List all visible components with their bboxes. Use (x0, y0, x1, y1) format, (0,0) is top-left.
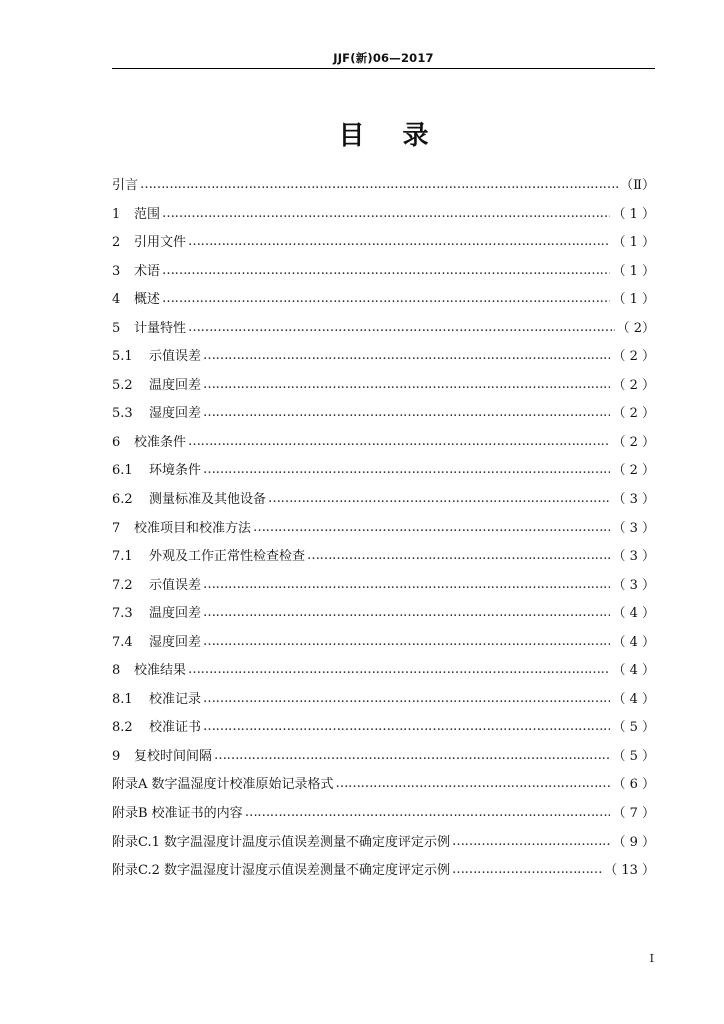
toc-entry-label: 示值误差 (149, 349, 202, 365)
toc-leader-dots (203, 634, 610, 649)
toc-entry-page: （ 1 ） (612, 263, 655, 279)
toc-entry-page: （ 2 ） (612, 377, 655, 393)
toc-leader-dots (162, 291, 610, 306)
toc-entry-number: 6.1 (112, 463, 133, 479)
toc-entry[interactable] (112, 174, 655, 203)
toc-leader-dots (203, 605, 610, 620)
toc-entry-page: （Ⅱ） (620, 178, 655, 193)
toc-entry-number: 1 (112, 206, 121, 222)
toc-leader-dots (203, 348, 610, 363)
toc-entry-page: （ 2 ） (612, 349, 655, 365)
toc-entry-label: 湿度回差 (149, 406, 202, 422)
toc-entry-page: （ 2） (616, 320, 655, 336)
toc-entry-number: 5.2 (112, 377, 133, 393)
toc-entry-page: （ 3 ） (612, 549, 655, 565)
toc-entry-page: （ 1 ） (612, 235, 655, 251)
toc-entry-page: （ 4 ） (612, 691, 655, 707)
toc-leader-dots (162, 206, 610, 221)
toc-entry-number: 6 (112, 434, 121, 450)
toc-entry-number: 5 (112, 320, 121, 336)
toc-entry-page: （ 4 ） (612, 663, 655, 679)
toc-entry-label: 测量标准及其他设备 (149, 492, 267, 508)
toc-entry-number: 7.1 (112, 549, 133, 565)
toc-entry[interactable] (112, 574, 655, 603)
toc-entry-number: 5.3 (112, 406, 133, 422)
toc-leader-dots (203, 405, 610, 420)
toc-entry[interactable] (112, 317, 655, 346)
toc-leader-dots (203, 691, 610, 706)
toc-leader-dots (203, 719, 610, 734)
toc-entry-page: （ 5 ） (612, 748, 655, 764)
toc-entry-number: 7 (112, 520, 121, 536)
toc-leader-dots (203, 462, 610, 477)
header-rule (112, 68, 655, 69)
table-of-contents (112, 174, 655, 888)
toc-entry-page: （ 2 ） (612, 406, 655, 422)
toc-entry[interactable] (112, 659, 655, 688)
toc-entry-page: （ 7 ） (612, 806, 655, 822)
toc-leader-dots (203, 577, 610, 592)
toc-entry-label: 引用文件 (134, 235, 187, 251)
toc-entry[interactable] (112, 631, 655, 660)
toc-entry[interactable] (112, 402, 655, 431)
toc-entry-label: 温度回差 (149, 377, 202, 393)
toc-entry-number: 6.2 (112, 492, 133, 508)
toc-entry-page: （ 4 ） (612, 606, 655, 622)
toc-entry[interactable] (112, 431, 655, 460)
toc-leader-dots (188, 662, 610, 677)
page-number: I (649, 952, 654, 965)
toc-entry-page: （ 1 ） (612, 292, 655, 308)
toc-entry-label: 校准项目和校准方法 (134, 520, 252, 536)
toc-entry-label: 校准结果 (134, 663, 187, 679)
toc-entry-number: 8 (112, 663, 121, 679)
toc-entry[interactable] (112, 345, 655, 374)
toc-entry-label: 示值误差 (149, 577, 202, 593)
toc-entry-number: 7.2 (112, 577, 133, 593)
toc-entry[interactable] (112, 288, 655, 317)
toc-entry-page: （ 9 ） (612, 834, 655, 850)
toc-entry-label: 环境条件 (149, 463, 202, 479)
toc-leader-dots (188, 234, 610, 249)
toc-entry[interactable] (112, 517, 655, 546)
toc-entry[interactable] (112, 459, 655, 488)
toc-entry-number: 3 (112, 263, 121, 279)
toc-entry-page: （ 1 ） (612, 206, 655, 222)
toc-entry-label: 引言 (112, 178, 139, 193)
toc-entry-number: 9 (112, 748, 121, 764)
toc-leader-dots (188, 320, 615, 335)
header-code: JJF(新)06—2017 (333, 51, 434, 65)
toc-entry-page: （ 3 ） (612, 492, 655, 508)
toc-entry-page: （ 2 ） (612, 434, 655, 450)
toc-entry-page: （ 3 ） (612, 520, 655, 536)
toc-entry-label: 附录A 数字温湿度计校准原始记录格式 (112, 777, 334, 793)
toc-entry-label: 附录C.1 数字温湿度计温度示值误差测量不确定度评定示例 (112, 834, 451, 850)
toc-entry[interactable] (112, 260, 655, 289)
toc-leader-dots (336, 776, 611, 791)
toc-entry[interactable] (112, 859, 655, 888)
toc-entry-label: 附录C.2 数字温湿度计湿度示值误差测量不确定度评定示例 (112, 863, 451, 879)
toc-leader-dots (214, 748, 610, 763)
toc-entry-label: 概述 (134, 292, 161, 308)
toc-entry-page: （ 3 ） (612, 577, 655, 593)
toc-entry-page: （ 13 ） (604, 863, 655, 879)
toc-entry-number: 8.1 (112, 691, 133, 707)
toc-leader-dots (140, 177, 618, 192)
page-title: 目录 (338, 121, 467, 151)
toc-entry-number: 8.2 (112, 720, 133, 736)
toc-entry-label: 校准条件 (134, 434, 187, 450)
toc-entry-number: 5.1 (112, 349, 133, 365)
toc-entry[interactable] (112, 716, 655, 745)
toc-leader-dots (452, 862, 602, 877)
toc-entry[interactable] (112, 488, 655, 517)
toc-entry-number: 4 (112, 292, 121, 308)
toc-leader-dots (307, 548, 610, 563)
toc-entry[interactable] (112, 802, 655, 831)
toc-entry-label: 计量特性 (134, 320, 187, 336)
toc-leader-dots (162, 263, 610, 278)
toc-entry-page: （ 5 ） (612, 720, 655, 736)
toc-entry[interactable] (112, 773, 655, 802)
toc-entry-page: （ 6 ） (612, 777, 655, 793)
toc-entry-page: （ 4 ） (612, 634, 655, 650)
toc-entry-label: 校准证书 (149, 720, 202, 736)
toc-entry-number: 7.3 (112, 606, 133, 622)
toc-leader-dots (253, 520, 610, 535)
toc-leader-dots (452, 834, 610, 849)
toc-entry-label: 复校时间间隔 (134, 748, 213, 764)
toc-entry[interactable] (112, 203, 655, 232)
toc-entry-label: 校准记录 (149, 691, 202, 707)
toc-leader-dots (268, 491, 610, 506)
toc-entry[interactable] (112, 745, 655, 774)
toc-entry-label: 范围 (134, 206, 161, 222)
toc-entry[interactable] (112, 831, 655, 860)
toc-leader-dots (203, 377, 610, 392)
toc-entry-page: （ 2 ） (612, 463, 655, 479)
toc-leader-dots (188, 434, 610, 449)
toc-entry-number: 2 (112, 235, 121, 251)
toc-entry[interactable] (112, 231, 655, 260)
toc-entry-label: 湿度回差 (149, 634, 202, 650)
toc-entry[interactable] (112, 545, 655, 574)
toc-entry[interactable] (112, 602, 655, 631)
toc-entry-label: 外观及工作正常性检查检查 (149, 549, 306, 565)
toc-entry-label: 术语 (134, 263, 161, 279)
toc-entry[interactable] (112, 688, 655, 717)
toc-entry[interactable] (112, 374, 655, 403)
toc-entry-number: 7.4 (112, 634, 133, 650)
toc-entry-label: 温度回差 (149, 606, 202, 622)
toc-entry-label: 附录B 校准证书的内容 (112, 806, 243, 822)
toc-leader-dots (245, 805, 611, 820)
